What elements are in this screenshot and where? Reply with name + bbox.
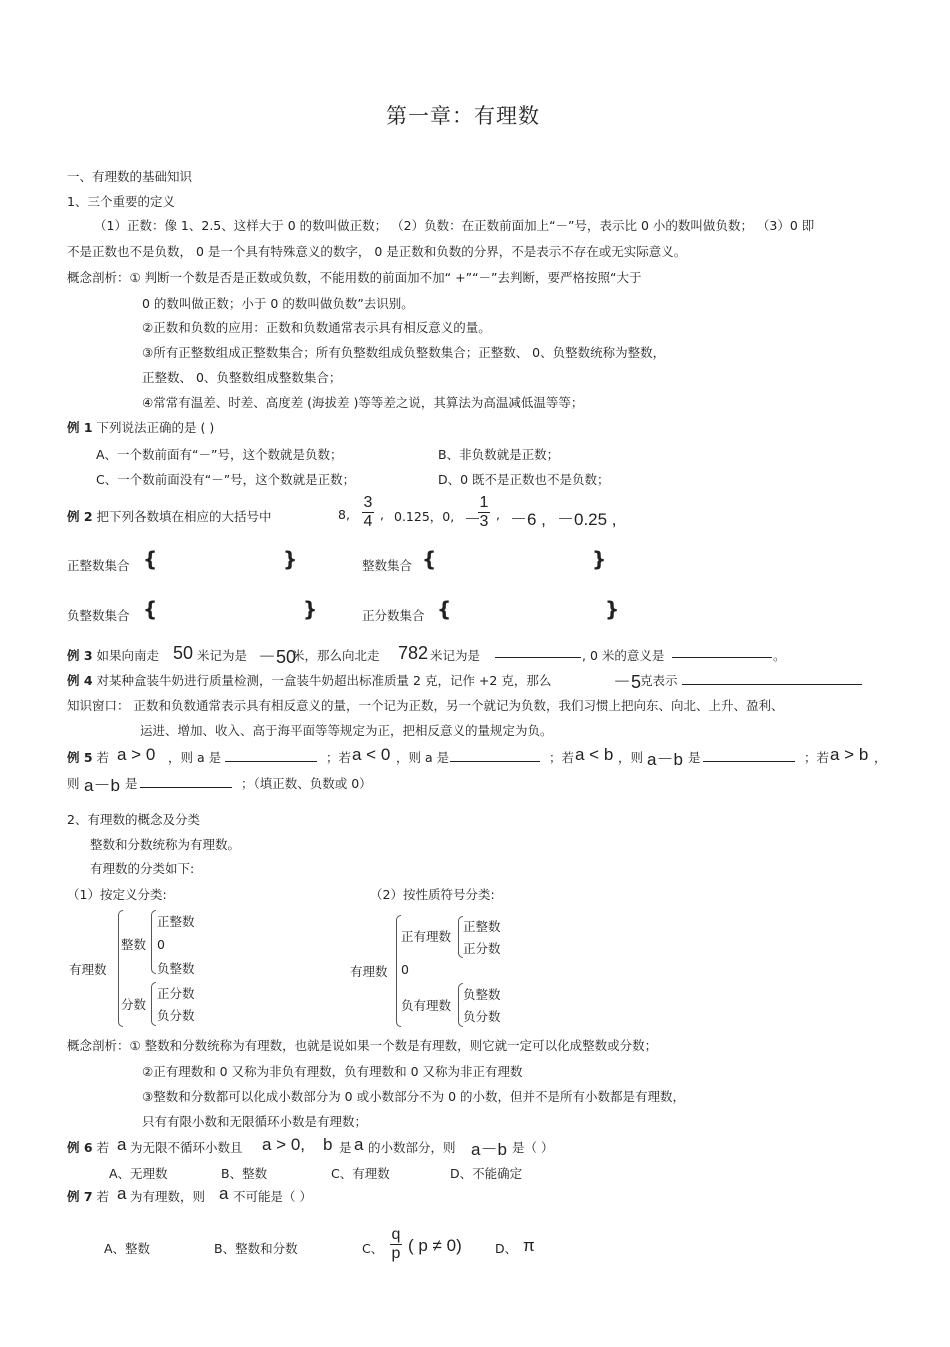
set-label-integer: 整数集合 xyxy=(362,558,413,573)
option-a: A、一个数前面有“－”号，这个数就是负数； xyxy=(96,447,343,462)
text: 若 xyxy=(96,1189,110,1204)
expression: ( p ≠ 0) xyxy=(408,1236,462,1255)
answer-blank[interactable] xyxy=(450,747,540,762)
answer-blank[interactable] xyxy=(682,670,862,685)
number-neg6: －6 , xyxy=(510,510,546,529)
example-question: 下列说法正确的是 ( ) xyxy=(92,420,215,435)
answer-blank[interactable] xyxy=(703,747,795,762)
section-heading: 一、有理数的基础知识 xyxy=(67,169,193,184)
answer-blank[interactable] xyxy=(672,643,772,658)
set-label-positive-integer: 正整数集合 xyxy=(67,558,130,573)
paragraph: 整数和分数统称为有理数。 xyxy=(90,837,241,852)
expression: b xyxy=(323,1135,333,1154)
text: 如果向南走 xyxy=(96,648,160,663)
expression: a xyxy=(117,1135,127,1154)
concept-analysis: 概念剖析：① 整数和分数统称为有理数，也就是说如果一个数是有理数，则它就一定可以化成整数或分数； xyxy=(67,1038,658,1053)
concept-analysis: ③整数和分数都可以化成小数部分为 0 或小数部分不为 0 的小数，但并不是所有小数都是有理数， xyxy=(142,1089,686,1104)
text: 米，那么向北走 xyxy=(292,648,380,663)
right-brace: } xyxy=(303,597,318,621)
tree-node: 负有理数 xyxy=(401,998,452,1013)
option-d: D、0 既不是正数也不是负数； xyxy=(438,472,610,487)
expression: a > 0 xyxy=(117,745,156,764)
page-title: 第一章：有理数 xyxy=(386,104,540,128)
example-6 xyxy=(67,1138,109,1156)
example-7 xyxy=(67,1187,109,1205)
knowledge-window: 知识窗口： 正数和负数通常表示具有相反意义的量，一个记为正数，另一个就记为负数，我们习惯上把向东、向北、上升、盈利、 xyxy=(67,698,784,713)
tree-leaf: 0 xyxy=(401,962,409,977)
answer-blank[interactable] xyxy=(140,773,232,788)
set-label-negative-integer: 负整数集合 xyxy=(67,608,130,623)
expression: a > b xyxy=(830,745,869,764)
tree-leaf: 正分数 xyxy=(157,986,195,1001)
tree-leaf: 正分数 xyxy=(463,941,501,956)
left-brace: { xyxy=(422,547,437,571)
text: 若 xyxy=(96,1140,110,1155)
right-brace: } xyxy=(283,547,298,571)
paragraph: 有理数的分类如下: xyxy=(90,861,195,876)
example-question: 把下列各数填在相应的大括号中 xyxy=(92,509,272,524)
text: 为无限不循环小数且 xyxy=(130,1140,243,1155)
concept-analysis: 只有有限小数和无限循环小数是有理数； xyxy=(142,1114,368,1129)
text: 米记为是 xyxy=(197,648,248,663)
classification-heading: （1）按定义分类: xyxy=(67,887,167,902)
tree-node: 整数 xyxy=(121,937,147,952)
expression: a < b xyxy=(575,745,614,764)
expression: a < 0 xyxy=(352,745,391,764)
text: 是 xyxy=(339,1140,352,1155)
knowledge-window: 运进、增加、收入、高于海平面等等规定为正，把相反意义的量规定为负。 xyxy=(140,723,553,738)
text: 的小数部分，则 xyxy=(368,1140,456,1155)
text: ，则 xyxy=(618,750,644,765)
concept-analysis: 概念剖析：① 判断一个数是否是正数或负数，不能用数的前面加不加“ +”“－”去判断，要严格按照“大于 xyxy=(67,270,642,285)
tree-leaf: 负整数 xyxy=(157,961,195,976)
option-b: B、整数和分数 xyxy=(214,1241,298,1256)
expression: a－b xyxy=(647,750,683,769)
text: 克表示 xyxy=(640,673,678,688)
tree-leaf: 负分数 xyxy=(463,1009,501,1024)
comma: , xyxy=(496,507,500,522)
definition-text: 不是正数也不是负数， 0 是一个具有特殊意义的数字， 0 是正数和负数的分界，不是表示不存在或无实际意义。 xyxy=(67,244,687,259)
example-label: 例 2 xyxy=(67,509,93,524)
example-2 xyxy=(67,507,272,525)
text: 不可能是（ ） xyxy=(233,1189,312,1204)
concept-analysis: ②正有理数和 0 又称为非负有理数，负有理数和 0 又称为非正有理数 xyxy=(142,1064,523,1079)
number-neg025: －0.25 , xyxy=(557,510,617,529)
tree-leaf: 0 xyxy=(157,937,165,952)
text: 是 xyxy=(688,750,701,765)
right-brace: } xyxy=(592,547,607,571)
example-label: 例 6 xyxy=(67,1140,93,1155)
concept-analysis: ④常常有温差、时差、高度差 (海拔差 )等等差之说，其算法为高温减低温等等； xyxy=(142,395,584,410)
right-brace: } xyxy=(605,597,620,621)
number-list: 0.125，0, xyxy=(394,509,455,524)
concept-analysis: 0 的数叫做正数；小于 0 的数叫做负数”去识别。 xyxy=(142,296,414,311)
expression: a xyxy=(219,1184,229,1203)
fraction-q-p: $\frac{q}{p}$ xyxy=(391,1226,401,1262)
text: 是 xyxy=(125,776,138,791)
option-b: B、整数 xyxy=(221,1166,268,1181)
example-label: 例 3 xyxy=(67,648,93,663)
comma: , xyxy=(380,507,384,522)
example-label: 例 1 xyxy=(67,420,93,435)
answer-blank[interactable] xyxy=(225,747,317,762)
tree-node: 正有理数 xyxy=(401,929,452,944)
option-d: D、 xyxy=(495,1241,518,1256)
concept-analysis: ③所有正整数组成正整数集合；所有负整数组成负整数集合；正整数、 0、负整数统称为整数， xyxy=(142,345,666,360)
left-brace: { xyxy=(437,597,452,621)
text: ；若 xyxy=(326,750,352,765)
text: 对某种盒装牛奶进行质量检测，一盒装牛奶超出标准质量 2 克，记作 +2 克，那么 xyxy=(96,673,552,688)
text: ， xyxy=(874,750,887,765)
text: ，则 a 是 xyxy=(396,750,450,765)
option-d: D、不能确定 xyxy=(450,1166,523,1181)
left-brace: { xyxy=(143,597,158,621)
fraction-1-3: $\frac{1}{3}$ xyxy=(479,494,489,530)
tree-leaf: 正整数 xyxy=(157,914,195,929)
expression: a xyxy=(117,1184,127,1203)
subsection-heading: 2、有理数的概念及分类 xyxy=(67,812,200,827)
tree-leaf: 负分数 xyxy=(157,1008,195,1023)
example-3 xyxy=(67,646,159,664)
value-neg5: －5 xyxy=(613,672,642,692)
text: 为有理数，则 xyxy=(130,1189,206,1204)
value-neg50: －50 xyxy=(258,647,297,667)
example-label: 例 4 xyxy=(67,673,93,688)
subsection-heading: 1、三个重要的定义 xyxy=(67,194,175,209)
tree-node: 分数 xyxy=(121,997,147,1012)
text: , 0 米的意义是 xyxy=(582,648,665,663)
tree-leaf: 负整数 xyxy=(463,987,501,1002)
option-c: C、有理数 xyxy=(331,1166,390,1181)
concept-analysis: ②正数和负数的应用：正数和负数通常表示具有相反意义的量。 xyxy=(142,320,491,335)
value-50: 50 xyxy=(173,643,194,663)
example-label: 例 5 xyxy=(67,750,93,765)
fraction-3-4: $\frac{3}{4}$ xyxy=(363,494,373,530)
value-782: 782 xyxy=(398,643,429,663)
expression: a－b xyxy=(471,1140,507,1159)
option-b: B、非负数就是正数； xyxy=(438,447,560,462)
text: ，则 a 是 xyxy=(168,750,222,765)
concept-analysis: 正整数、 0、负整数组成整数集合； xyxy=(142,370,342,385)
option-a: A、整数 xyxy=(104,1241,151,1256)
brace-outline xyxy=(151,910,156,974)
text: ；若 xyxy=(549,750,575,765)
expression: a xyxy=(354,1135,364,1154)
definition-text: （1）正数：像 1、2.5、这样大于 0 的数叫做正数； （2）负数：在正数前面加上“－”号，表示比 0 小的数叫做负数； （3）0 即 xyxy=(94,218,815,233)
text: 。 xyxy=(773,648,786,663)
tree-root: 有理数 xyxy=(69,962,107,977)
pi-symbol: π xyxy=(523,1236,535,1255)
option-c: C、一个数前面没有“－”号，这个数就是正数； xyxy=(96,472,356,487)
number-8: 8, xyxy=(338,507,350,522)
classification-heading: （2）按性质符号分类: xyxy=(370,887,495,902)
tree-root: 有理数 xyxy=(350,964,388,979)
example-5 xyxy=(67,748,109,766)
answer-blank[interactable] xyxy=(495,643,581,658)
option-a: A、无理数 xyxy=(109,1166,168,1181)
expression: a > 0, xyxy=(262,1135,306,1154)
left-brace: { xyxy=(143,547,158,571)
text: ；（填正数、负数或 0） xyxy=(241,776,372,791)
expression: a－b xyxy=(84,776,120,795)
text: 米记为是 xyxy=(430,648,481,663)
minus-sign: － xyxy=(464,510,481,529)
option-c: C、 xyxy=(362,1241,384,1256)
example-1 xyxy=(67,418,214,436)
text: 则 xyxy=(67,776,80,791)
text: 是（ ） xyxy=(512,1140,554,1155)
text: 若 xyxy=(96,750,110,765)
tree-leaf: 正整数 xyxy=(463,919,501,934)
text: ；若 xyxy=(804,750,830,765)
example-4 xyxy=(67,671,551,689)
brace-outline xyxy=(151,982,156,1026)
set-label-positive-fraction: 正分数集合 xyxy=(362,608,425,623)
example-label: 例 7 xyxy=(67,1189,93,1204)
